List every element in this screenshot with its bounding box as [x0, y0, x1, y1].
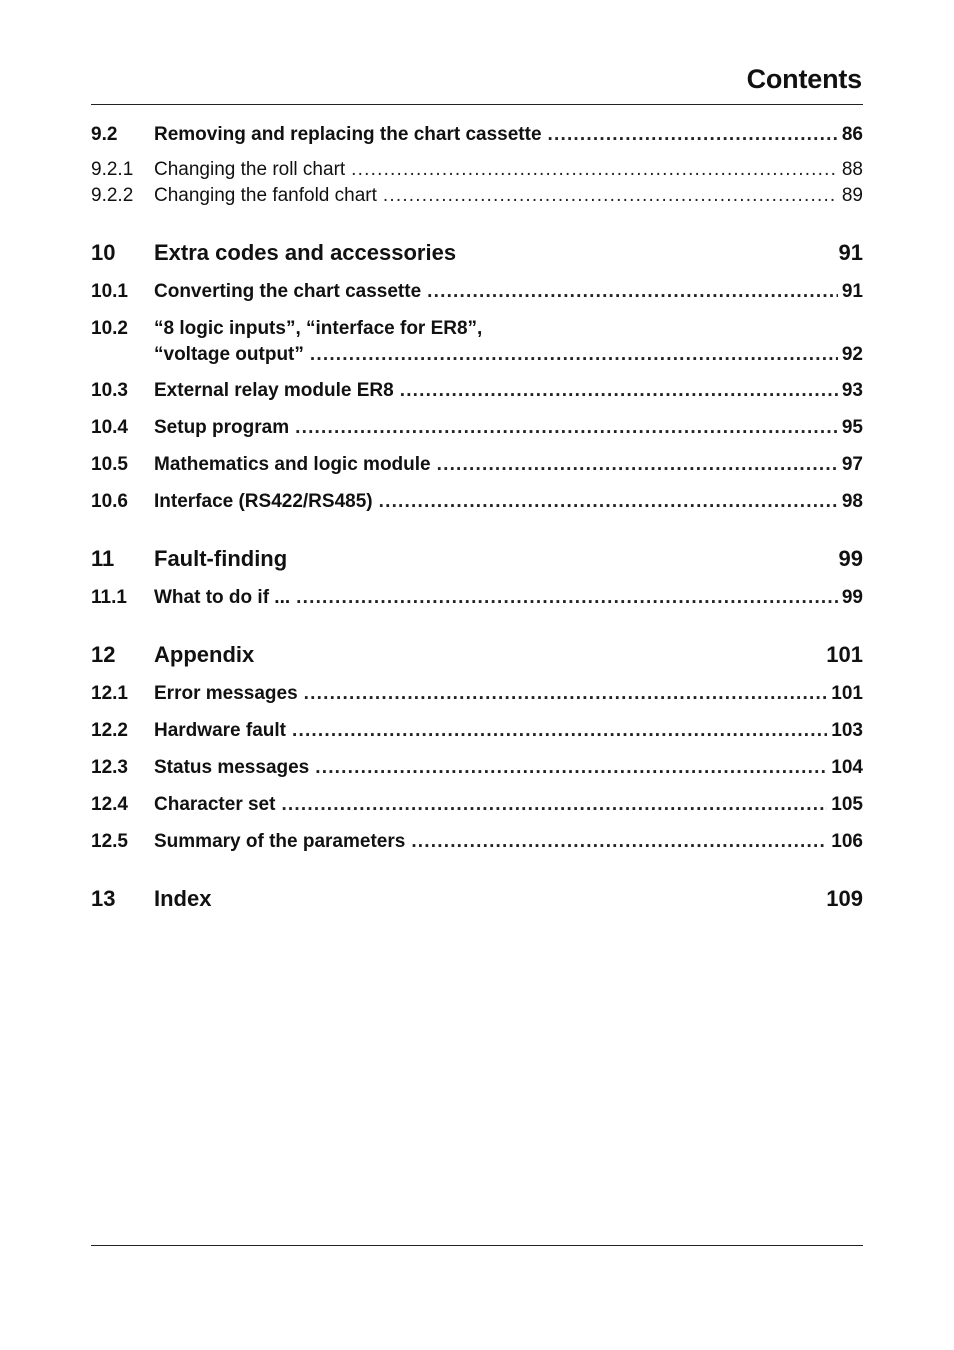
chapter-title: Appendix	[154, 642, 255, 667]
header-rule	[91, 104, 863, 105]
section-title: External relay module ER8	[154, 380, 394, 401]
section-title: Hardware fault	[154, 720, 286, 741]
page-number: 89	[841, 185, 863, 206]
section-number: 12.2	[91, 720, 128, 741]
section-number: 9.2	[91, 124, 118, 145]
page-number: 103	[831, 720, 863, 741]
section-title: Interface (RS422/RS485)	[154, 491, 373, 512]
section-title: What to do if ...	[154, 587, 291, 608]
page-number: 101	[831, 683, 863, 704]
section-number: 10.4	[91, 417, 128, 438]
section-title: Summary of the parameters	[154, 831, 406, 852]
section-number: 10.2	[91, 318, 128, 339]
page-number: 101	[826, 642, 863, 667]
section-number: 12.1	[91, 683, 128, 704]
page-number: 91	[838, 240, 863, 265]
section-title: Character set	[154, 794, 276, 815]
page-number: 109	[826, 886, 863, 911]
page-number: 86	[841, 124, 863, 145]
section-number: 10.3	[91, 380, 128, 401]
dot-leader	[400, 378, 838, 404]
dot-leader	[281, 792, 827, 818]
chapter-title: Index	[154, 886, 212, 911]
dot-leader	[383, 183, 838, 209]
page-number: 98	[841, 491, 863, 512]
section-title-line-2: “voltage output”	[154, 344, 304, 365]
chapter-number: 10	[91, 240, 116, 265]
chapter-title: Extra codes and accessories	[154, 240, 457, 265]
section-title: Setup program	[154, 417, 290, 438]
page-title: Contents	[746, 64, 862, 94]
section-number: 12.5	[91, 831, 128, 852]
page-number: 105	[831, 794, 863, 815]
section-title: Changing the roll chart	[154, 159, 346, 180]
page-number: 106	[831, 831, 863, 852]
section-title: Status messages	[154, 757, 310, 778]
section-number: 9.2.2	[91, 185, 134, 206]
dot-leader	[310, 342, 838, 368]
section-title: Error messages	[154, 683, 298, 704]
dot-leader	[351, 157, 838, 183]
dot-leader	[411, 829, 827, 855]
page-number: 88	[841, 159, 863, 180]
section-number: 9.2.1	[91, 159, 134, 180]
page-number: 93	[841, 380, 863, 401]
dot-leader	[315, 755, 827, 781]
section-title: Changing the fanfold chart	[154, 185, 377, 206]
page-number: 92	[841, 344, 863, 365]
chapter-number: 12	[91, 642, 116, 667]
section-title: Mathematics and logic module	[154, 454, 431, 475]
dot-leader	[295, 415, 838, 441]
section-number: 12.3	[91, 757, 128, 778]
dot-leader	[379, 489, 838, 515]
section-title: Removing and replacing the chart cassette	[154, 124, 542, 145]
section-title-line-1: “8 logic inputs”, “interface for ER8”,	[154, 318, 483, 339]
page-number: 99	[841, 587, 863, 608]
section-number: 10.1	[91, 281, 128, 302]
chapter-title: Fault-finding	[154, 546, 288, 571]
dot-leader	[296, 585, 838, 611]
dot-leader	[437, 452, 838, 478]
page-number: 95	[841, 417, 863, 438]
section-title: Converting the chart cassette	[154, 281, 422, 302]
dot-leader	[548, 122, 838, 148]
dot-leader	[427, 279, 838, 305]
section-number: 12.4	[91, 794, 128, 815]
dot-leader	[304, 681, 828, 707]
page-number: 91	[841, 281, 863, 302]
page-number: 97	[841, 454, 863, 475]
chapter-number: 11	[91, 546, 115, 571]
section-number: 10.5	[91, 454, 128, 475]
section-number: 11.1	[91, 587, 127, 608]
dot-leader	[292, 718, 827, 744]
section-number: 10.6	[91, 491, 128, 512]
chapter-number: 13	[91, 886, 116, 911]
page-number: 99	[838, 546, 863, 571]
footer-rule	[91, 1245, 863, 1246]
page-number: 104	[831, 757, 863, 778]
